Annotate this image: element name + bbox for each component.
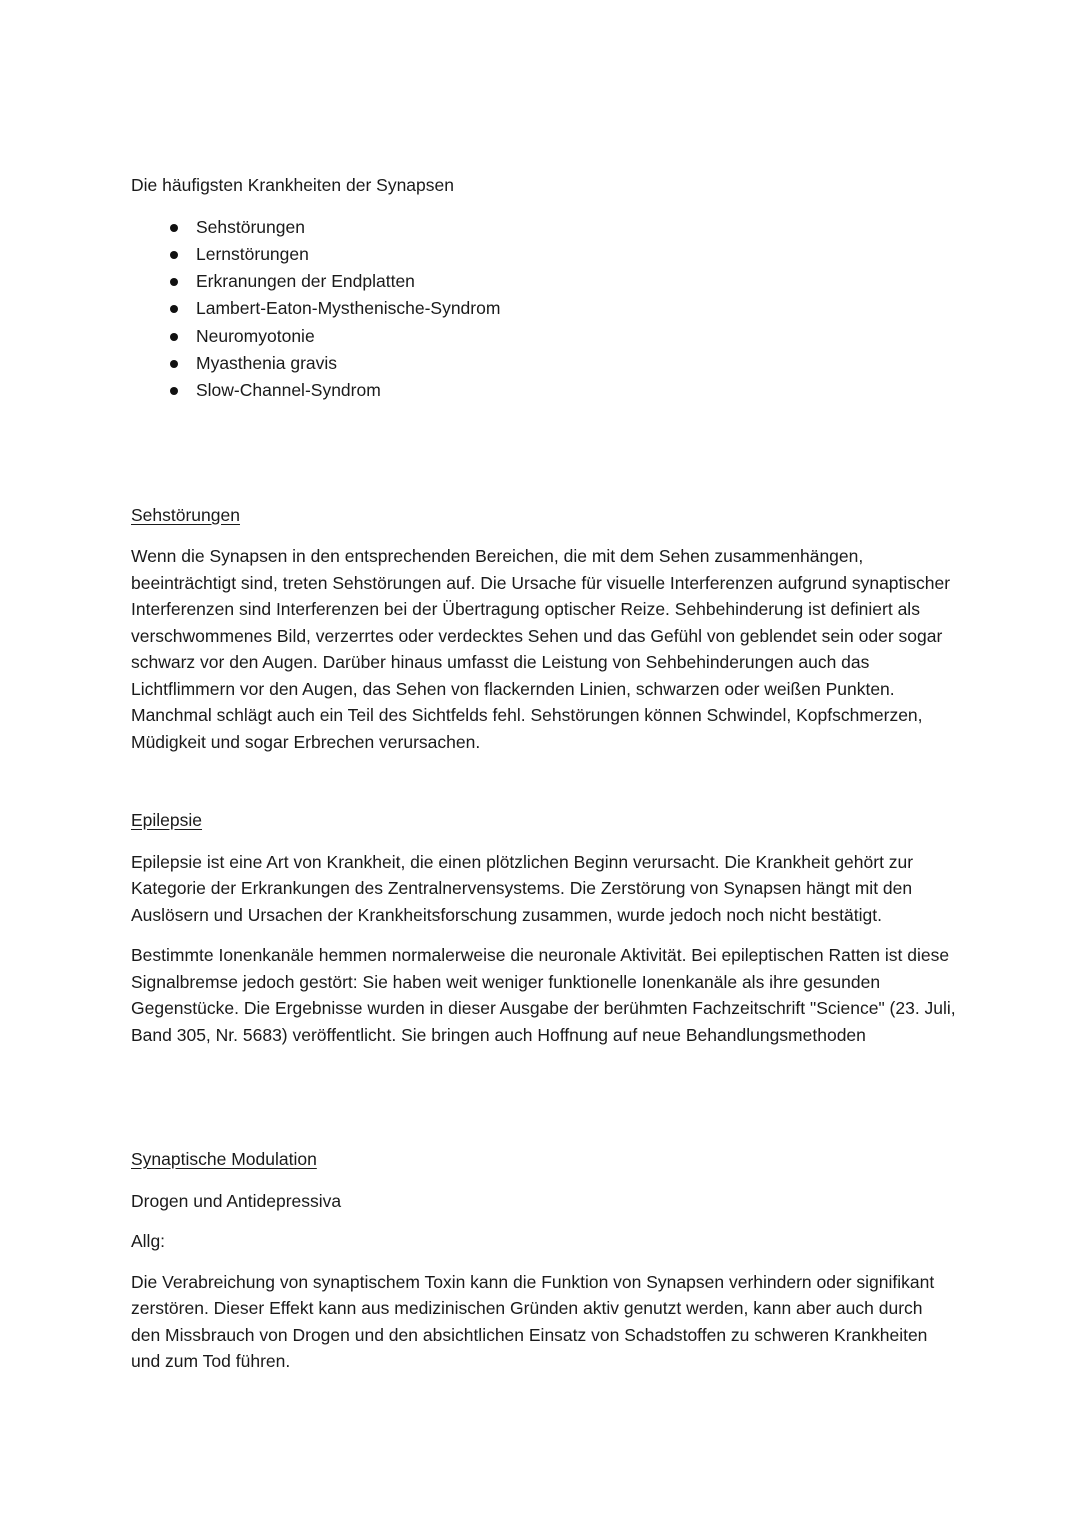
list-item-label: Erkranungen der Endplatten <box>196 271 415 292</box>
list-item-label: Slow-Channel-Syndrom <box>196 380 381 401</box>
list-item <box>131 214 956 241</box>
bullet-icon <box>170 305 178 313</box>
section-heading: Sehstörungen <box>131 504 240 525</box>
bullet-icon <box>170 278 178 286</box>
list-item-label: Sehstörungen <box>196 216 305 237</box>
list-item-label: Myasthenia gravis <box>196 352 338 373</box>
list-item <box>131 295 956 322</box>
section-heading: Epilepsie <box>131 810 203 831</box>
body-paragraph: Wenn die Synapsen in den entsprechenden Bereichen, die mit dem Sehen zusammenhängen, beeinträchtigt sind, treten Sehstörungen auf. Die Ursache für visuelle Interferenzen aufgrund synaptischer Interferenzen sind Interferenzen bei der Übertragung optischer Reize. Sehbehinderung ist definiert als verschwommenes Bild, verzerrtes oder verdecktes Sehen und das Gefühl von geblendet sein oder sogar schwarz vor den Augen. Darüber hinaus umfasst die Leistung von Sehbehinderungen auch das Lichtflimmern vor den Augen, das Sehen von flackernden Linien, schwarzen oder weißen Punkten. Manchmal schlägt auch ein Teil des Sichtfelds fehl. Sehstörungen können Schwindel, Kopfschmerzen, Müdigkeit und sogar Erbrechen verursachen. <box>131 546 951 752</box>
body-paragraph: Die Verabreichung von synaptischem Toxin kann die Funktion von Synapsen verhindern oder signifikant zerstören. Dieser Effekt kann aus medizinischen Gründen aktiv genutzt werden, kann aber auch durch den Missbrauch von Drogen und den absichtlichen Einsatz von Schadstoffen zu schweren Krankheiten und zum Tod führen. <box>131 1271 935 1372</box>
list-item <box>131 268 956 295</box>
body-paragraph: Bestimmte Ionenkanäle hemmen normalerweise die neuronale Aktivität. Bei epileptischen Ratten ist diese Signalbremse jedoch gestört: Sie haben weit weniger funktionelle Ionenkanäle als ihre gesunden Gegenstücke. Die Ergebnisse wurden in dieser Ausgabe der berühmten Fachzeitschrift "Science" (23. Juli, Band 305, Nr. 5683) veröffentlicht. Sie bringen auch Hoffnung auf neue Behandlungsmethoden <box>131 945 956 1045</box>
list-item <box>131 241 956 268</box>
disease-list <box>131 214 956 405</box>
section-heading: Synaptische Modulation <box>131 1149 317 1170</box>
list-item-label: Lernstörungen <box>196 243 309 264</box>
bullet-icon <box>170 387 178 395</box>
bullet-icon <box>170 333 178 341</box>
section-sehstoerungen <box>131 502 956 756</box>
section-epilepsie <box>131 807 956 1048</box>
bullet-icon <box>170 224 178 232</box>
list-item-label: Lambert-Eaton-Mysthenische-Syndrom <box>196 298 501 319</box>
subheading: Drogen und Antidepressiva <box>131 1190 342 1211</box>
intro-title: Die häufigsten Krankheiten der Synapsen <box>131 175 454 195</box>
bullet-icon <box>170 251 178 259</box>
list-item <box>131 323 956 350</box>
list-item-label: Neuromyotonie <box>196 325 315 346</box>
document-page <box>131 172 956 1389</box>
label-allg: Allg: <box>131 1231 166 1252</box>
list-item <box>131 350 956 377</box>
body-paragraph: Epilepsie ist eine Art von Krankheit, die einen plötzlichen Beginn verursacht. Die Krankheit gehört zur Kategorie der Erkrankungen des Zentralnervensystems. Die Zerstörung von Synapsen hängt mit den Auslösern und Ursachen der Krankheitsforschung zusammen, wurde jedoch noch nicht bestätigt. <box>131 851 914 925</box>
bullet-icon <box>170 360 178 368</box>
list-item <box>131 377 956 404</box>
section-synaptische-modulation <box>131 1146 956 1375</box>
